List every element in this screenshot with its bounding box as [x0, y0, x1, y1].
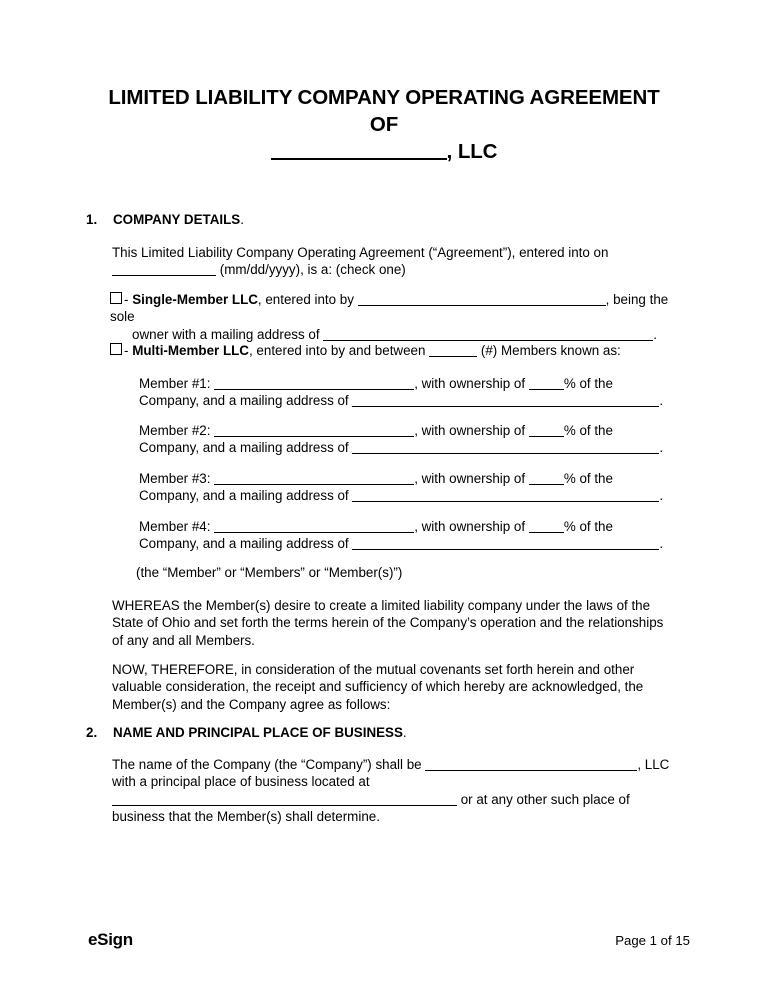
- single-member-label: Single-Member LLC: [132, 292, 258, 307]
- principal-place-text: with a principal place of business located at: [112, 774, 370, 790]
- multi-member-option[interactable]: [110, 342, 680, 359]
- company-name-blank[interactable]: [271, 142, 447, 160]
- member-4-name-blank[interactable]: [214, 520, 414, 533]
- section-1-title: COMPANY DETAILS: [113, 212, 241, 227]
- member-4-line2-a: Company, and a mailing address of: [139, 536, 353, 552]
- title-llc-suffix: , LLC: [446, 140, 498, 163]
- section-1-intro: [112, 244, 672, 279]
- title-line-3: [86, 138, 682, 165]
- member-3-address-line: [139, 487, 679, 504]
- principal-place-blank[interactable]: [112, 793, 457, 806]
- esign-logo: eSign: [88, 930, 133, 949]
- section-2-heading: [86, 724, 407, 741]
- member-2-ownership-blank[interactable]: [529, 424, 564, 437]
- multi-member-label: Multi-Member LLC: [132, 343, 249, 358]
- member-4-row: [139, 518, 679, 553]
- member-3-address-blank[interactable]: [352, 489, 659, 502]
- now-therefore-paragraph: NOW, THEREFORE, in consideration of the mutual covenants set forth herein and other valuable consideration, the receipt and sufficiency of which hereby are acknowledged, the Member(s) and the Company agree as follows:: [112, 662, 644, 712]
- section-1-intro-line-1: This Limited Liability Company Operating Agreement (“Agreement”), entered into on: [112, 245, 609, 260]
- member-1-address-line: [139, 392, 679, 409]
- company-name-field-blank[interactable]: [425, 758, 637, 771]
- member-1-address-blank[interactable]: [352, 394, 659, 407]
- single-member-checkbox[interactable]: [110, 292, 122, 304]
- single-member-line2-b: .: [653, 326, 658, 342]
- member-4-line2-b: .: [659, 536, 664, 552]
- member-2-mid: , with ownership of: [414, 423, 529, 438]
- member-4-address-line: [139, 535, 679, 552]
- member-2-pct: % of the: [563, 423, 613, 438]
- member-1-line2-a: Company, and a mailing address of: [139, 393, 353, 409]
- member-2-row: [139, 422, 679, 457]
- member-1-row: [139, 375, 679, 410]
- section-2-number: 2.: [86, 725, 98, 740]
- member-2-name-blank[interactable]: [214, 424, 414, 437]
- document-title: [86, 84, 682, 165]
- member-4-address-blank[interactable]: [352, 537, 659, 550]
- member-3-row: [139, 470, 679, 505]
- section-2-closing-text: business that the Member(s) shall determine.: [112, 809, 380, 825]
- company-name-text-a: The name of the Company (the “Company”) shall be: [112, 757, 426, 772]
- member-3-pct: % of the: [563, 471, 613, 486]
- member-3-name-blank[interactable]: [214, 472, 414, 485]
- member-1-ownership-blank[interactable]: [529, 377, 564, 390]
- member-2-line2-b: .: [659, 440, 664, 456]
- section-1-number: 1.: [86, 212, 98, 227]
- member-3-line2-a: Company, and a mailing address of: [139, 488, 353, 504]
- multi-member-checkbox[interactable]: [110, 343, 122, 355]
- member-1-pct: % of the: [563, 376, 613, 391]
- title-line-2: OF: [369, 113, 399, 136]
- multi-member-dash: -: [124, 343, 133, 358]
- section-2-body: [112, 756, 678, 826]
- page-number: Page 1 of 15: [615, 933, 690, 948]
- single-member-dash: -: [124, 292, 133, 307]
- single-member-text-a: , entered into by: [257, 292, 358, 307]
- member-1-label: Member #1:: [139, 376, 211, 391]
- company-name-text-b: , LLC: [637, 757, 670, 772]
- multi-member-text-a: , entered into by and between: [248, 343, 430, 358]
- member-3-ownership-blank[interactable]: [529, 472, 564, 485]
- member-3-line2-b: .: [659, 488, 664, 504]
- section-2-period: .: [402, 725, 407, 740]
- member-1-name-blank[interactable]: [214, 377, 414, 390]
- single-member-name-blank[interactable]: [358, 293, 606, 306]
- member-1-line2-b: .: [659, 393, 664, 409]
- member-4-mid: , with ownership of: [414, 519, 529, 534]
- section-1-period: .: [240, 212, 244, 227]
- member-4-label: Member #4:: [139, 519, 211, 534]
- section-2-title: NAME AND PRINCIPAL PLACE OF BUSINESS: [113, 725, 403, 740]
- principal-place-text-b: or at any other such place of: [457, 791, 630, 807]
- member-2-address-line: [139, 439, 679, 456]
- agreement-date-blank[interactable]: [112, 263, 216, 276]
- member-2-label: Member #2:: [139, 423, 211, 438]
- whereas-paragraph: WHEREAS the Member(s) desire to create a limited liability company under the laws of the State of Ohio and set forth the terms herein of the Company’s operation and the relationships of any and all Members.: [112, 598, 664, 648]
- member-2-line2-a: Company, and a mailing address of: [139, 440, 353, 456]
- single-member-address-blank[interactable]: [323, 328, 653, 341]
- member-1-mid: , with ownership of: [414, 376, 529, 391]
- member-3-mid: , with ownership of: [414, 471, 529, 486]
- member-4-pct: % of the: [563, 519, 613, 534]
- member-2-address-blank[interactable]: [352, 441, 659, 454]
- single-member-text-b: , being the sole: [110, 292, 669, 325]
- member-definition: (the “Member” or “Members” or “Member(s)”): [136, 565, 403, 580]
- title-line-1: LIMITED LIABILITY COMPANY OPERATING AGREEMENT: [108, 86, 660, 109]
- single-member-address-line: [132, 326, 680, 343]
- section-1-intro-line-2: (mm/dd/yyyy), is a: (check one): [219, 262, 406, 278]
- section-1-heading: [86, 211, 244, 228]
- single-member-option[interactable]: [110, 291, 680, 343]
- multi-member-text-b: (#) Members known as:: [477, 343, 621, 358]
- member-4-ownership-blank[interactable]: [529, 520, 564, 533]
- single-member-line2-a: owner with a mailing address of: [132, 326, 324, 342]
- member-count-blank[interactable]: [429, 344, 477, 357]
- member-3-label: Member #3:: [139, 471, 211, 486]
